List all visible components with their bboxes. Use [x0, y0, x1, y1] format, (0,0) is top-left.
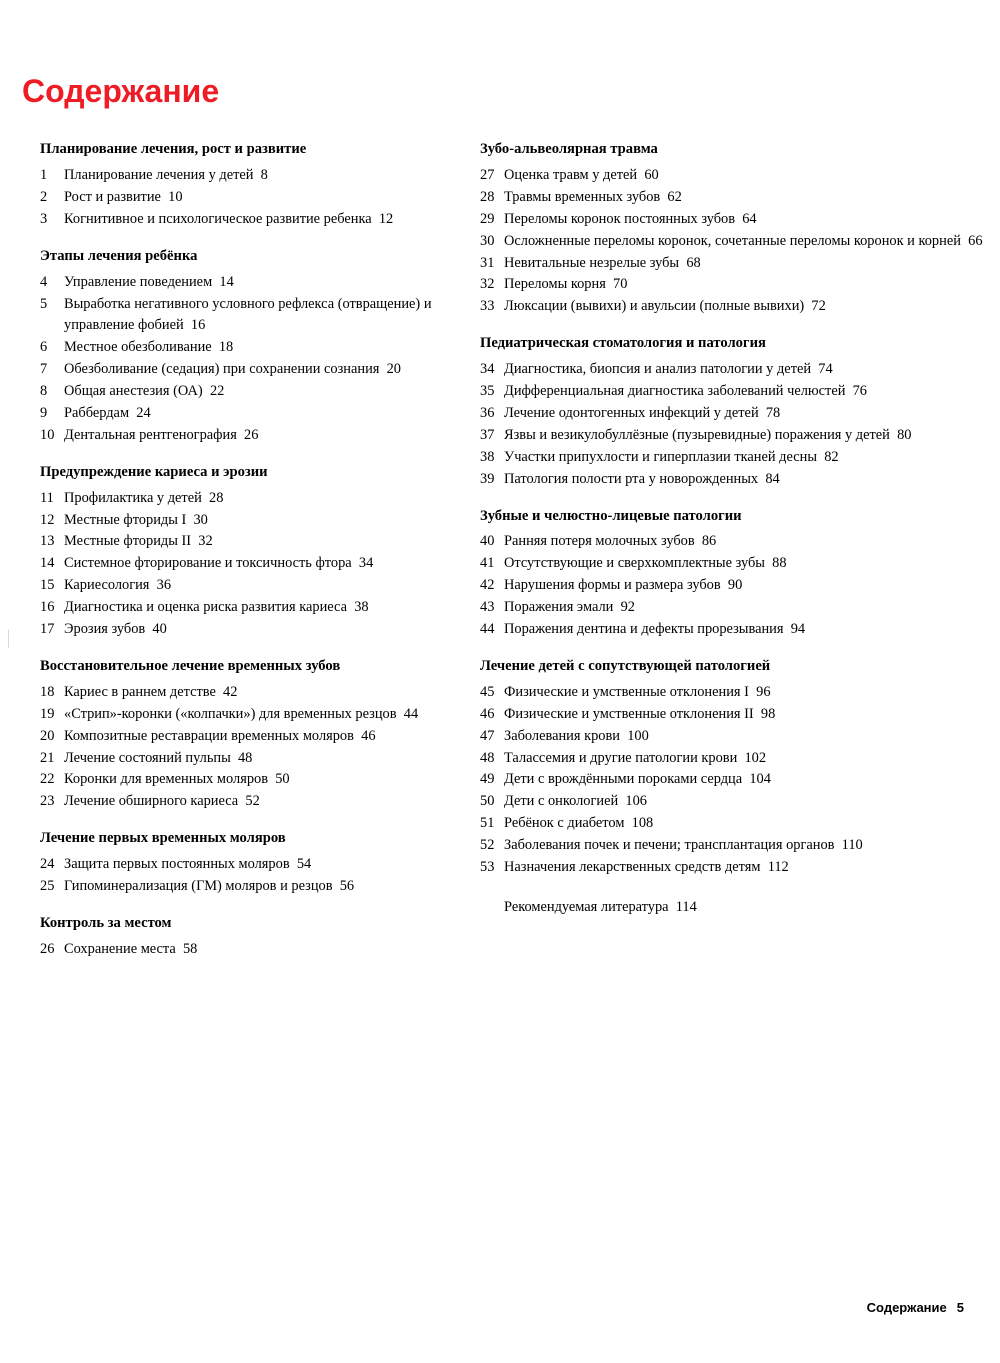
toc-entry[interactable]	[480, 274, 1000, 296]
toc-entry-text-wrap	[504, 231, 1000, 253]
toc-entry-text-wrap	[504, 381, 1000, 403]
toc-entry-text-wrap	[504, 726, 1000, 748]
toc-entry-title: Рост и развитие	[64, 188, 161, 205]
toc-entry-title: Ранняя потеря молочных зубов	[504, 533, 695, 550]
toc-entry-title: Когнитивное и психологическое развитие ребенка	[64, 210, 372, 227]
toc-entry-text-wrap	[64, 425, 480, 447]
toc-entry[interactable]	[480, 575, 1000, 597]
toc-entry[interactable]	[40, 726, 480, 748]
toc-column-right	[480, 140, 1000, 919]
toc-entry-page: 8	[260, 166, 268, 183]
toc-entry-page: 12	[378, 210, 394, 227]
toc-entry-number: 6	[40, 339, 48, 356]
toc-entry-page: 112	[767, 859, 789, 876]
toc-entry[interactable]	[480, 469, 1000, 491]
toc-entry-title: Заболевания почек и печени; трансплантация органов	[504, 837, 835, 854]
toc-entry-text-wrap	[504, 791, 1000, 813]
toc-entry-title: Сохранение места	[64, 940, 176, 957]
toc-entry[interactable]	[480, 813, 1000, 835]
further-reading-label: Рекомендуемая литература	[504, 898, 669, 915]
toc-entry[interactable]	[480, 425, 1000, 447]
toc-entry-title: Дифференциальная диагностика заболеваний челюстей	[504, 383, 846, 400]
toc-entry-text-wrap	[504, 187, 1000, 209]
toc-section	[40, 140, 480, 231]
toc-entry-title: Системное фторирование и токсичность фтора	[64, 555, 352, 572]
toc-entry-text-wrap	[64, 876, 480, 898]
toc-entry-number: 17	[40, 621, 55, 638]
toc-entry-number: 34	[480, 361, 495, 378]
toc-entry[interactable]	[480, 447, 1000, 469]
toc-section	[40, 463, 480, 641]
toc-entry-page: 64	[742, 210, 757, 227]
toc-entry-text-wrap	[64, 553, 480, 575]
toc-entry-title: Местные фториды I	[64, 511, 187, 528]
toc-entry-page: 62	[667, 188, 682, 205]
toc-entry-number: 24	[40, 856, 55, 873]
toc-entry-number: 33	[480, 298, 495, 315]
toc-entry-number: 13	[40, 533, 55, 550]
toc-entry-text-wrap	[64, 403, 480, 425]
toc-entry-text-wrap	[504, 425, 1000, 447]
toc-column-left	[0, 140, 480, 975]
toc-entry-page: 50	[275, 771, 290, 788]
toc-entry-number: 44	[480, 621, 495, 638]
toc-section	[40, 657, 480, 813]
toc-entry[interactable]	[40, 187, 480, 209]
toc-entry-title: Лечение обширного кариеса	[64, 793, 239, 810]
toc-section-heading: Восстановительное лечение временных зубов	[40, 657, 341, 674]
toc-entry-title: Обезболивание (седация) при сохранении сознания	[64, 361, 380, 378]
toc-entry-text-wrap	[64, 381, 480, 403]
toc-entry-number: 5	[40, 295, 48, 312]
toc-entry-page: 90	[727, 577, 743, 594]
toc-entry-text-wrap	[64, 187, 480, 209]
toc-entry-number: 42	[480, 577, 495, 594]
toc-entry-number: 27	[480, 166, 495, 183]
toc-entry-text-wrap	[64, 272, 480, 294]
toc-entry-page: 54	[296, 856, 312, 873]
toc-entry-title: «Стрип»-коронки («колпачки») для временных резцов	[64, 705, 397, 722]
toc-entry-title: Назначения лекарственных средств детям	[504, 859, 761, 876]
toc-entry[interactable]	[40, 619, 480, 641]
toc-entry[interactable]	[40, 272, 480, 294]
toc-entry-number: 18	[40, 683, 55, 700]
toc-entry-title: Люксации (вывихи) и авульсии (полные вывихи)	[504, 298, 805, 315]
toc-entry-page: 76	[852, 383, 867, 400]
toc-entry-number: 53	[480, 859, 495, 876]
toc-entry-title: Патология полости рта у новорожденных	[504, 470, 759, 487]
toc-entry-text-wrap	[64, 531, 480, 553]
toc-entry-page: 92	[620, 599, 635, 616]
toc-entry[interactable]	[480, 253, 1000, 275]
toc-entry[interactable]	[40, 209, 480, 231]
toc-entry-number: 21	[40, 749, 55, 766]
toc-entry[interactable]	[480, 165, 1000, 187]
toc-entry-text-wrap	[504, 296, 1000, 318]
toc-entry-title: Поражения эмали	[504, 599, 614, 616]
toc-entry[interactable]	[40, 876, 480, 898]
toc-entry-number: 38	[480, 448, 495, 465]
toc-entry-page: 84	[765, 470, 780, 487]
toc-entry-number: 41	[480, 555, 495, 572]
toc-entry-page: 78	[765, 404, 781, 421]
toc-entry-page: 52	[245, 793, 260, 810]
toc-entry-title: Местное обезболивание	[64, 339, 212, 356]
toc-entry-page: 42	[223, 683, 238, 700]
toc-entry-text-wrap	[504, 553, 1000, 575]
toc-entry-page: 38	[354, 599, 369, 616]
toc-section	[480, 334, 1000, 490]
toc-section	[40, 247, 480, 447]
toc-entry-title: Язвы и везикулобуллёзные (пузыревидные) поражения у детей	[504, 426, 890, 443]
toc-entry[interactable]	[40, 294, 480, 338]
toc-entry-number: 15	[40, 577, 55, 594]
toc-entry-number: 7	[40, 361, 48, 378]
toc-entry-page: 28	[209, 489, 224, 506]
toc-entry-text-wrap	[64, 597, 480, 619]
toc-entry[interactable]	[40, 704, 480, 726]
toc-entry-title: Физические и умственные отклонения II	[504, 705, 754, 722]
toc-entry-page: 48	[237, 749, 253, 766]
further-reading-page: 114	[675, 898, 697, 915]
toc-entry-number: 4	[40, 273, 48, 290]
toc-entry[interactable]	[480, 403, 1000, 425]
toc-entry-number: 9	[40, 404, 48, 421]
page-footer	[867, 1300, 964, 1315]
toc-entry-page: 70	[613, 276, 628, 293]
toc-entry-page: 82	[824, 448, 839, 465]
toc-entry-page: 96	[756, 683, 771, 700]
toc-entry-title: Травмы временных зубов	[504, 188, 661, 205]
toc-entry-title: Участки припухлости и гиперплазии тканей десны	[504, 448, 817, 465]
toc-entry-title: Композитные реставрации временных моляров	[64, 727, 354, 744]
toc-entry-text-wrap	[64, 294, 480, 338]
toc-entry-number: 22	[40, 771, 55, 788]
toc-entry[interactable]	[480, 682, 1000, 704]
toc-entry-text-wrap	[64, 575, 480, 597]
toc-entry-text-wrap	[64, 704, 480, 726]
toc-entry-page: 46	[361, 727, 376, 744]
toc-entry-page: 88	[772, 555, 787, 572]
toc-entry-page: 44	[403, 705, 419, 722]
toc-entry-title: Оценка травм у детей	[504, 166, 638, 183]
toc-entry-title: Профилактика у детей	[64, 489, 202, 506]
toc-entry-title: Нарушения формы и размера зубов	[504, 577, 721, 594]
toc-entry-text-wrap	[64, 359, 480, 381]
toc-entry-text-wrap	[64, 726, 480, 748]
toc-section	[40, 829, 480, 898]
toc-entry-text-wrap	[504, 769, 1000, 791]
toc-entry-page: 102	[744, 749, 767, 766]
toc-entry-title: Заболевания крови	[504, 727, 620, 744]
toc-entry-page: 18	[218, 339, 234, 356]
toc-entry-page: 74	[818, 361, 833, 378]
toc-entry-page: 80	[897, 426, 912, 443]
toc-entry-number: 2	[40, 188, 48, 205]
toc-entry-text-wrap	[64, 209, 480, 231]
toc-entry-number: 35	[480, 383, 495, 400]
toc-entry-text-wrap	[64, 682, 480, 704]
toc-entry-page: 26	[244, 426, 259, 443]
toc-entry-title: Управление поведением	[64, 273, 213, 290]
toc-entry-text-wrap	[504, 359, 1000, 381]
toc-entry-number: 12	[40, 511, 55, 528]
toc-section-heading: Зубные и челюстно-лицевые патологии	[480, 507, 742, 524]
toc-section	[480, 657, 1000, 879]
toc-entry-number: 8	[40, 383, 48, 400]
toc-entry[interactable]	[40, 359, 480, 381]
toc-entry-number: 30	[480, 232, 495, 249]
toc-entry[interactable]	[40, 381, 480, 403]
toc-entry-number: 23	[40, 793, 55, 810]
toc-entry[interactable]	[480, 835, 1000, 857]
toc-entry-text-wrap	[64, 854, 480, 876]
footer-label: Содержание	[866, 1300, 947, 1315]
toc-entry[interactable]	[40, 403, 480, 425]
toc-entry-number: 31	[480, 254, 495, 271]
toc-entry-page: 32	[198, 533, 213, 550]
toc-entry[interactable]	[480, 531, 1000, 553]
toc-section-heading: Предупреждение кариеса и эрозии	[40, 463, 268, 480]
toc-entry[interactable]	[40, 682, 480, 704]
toc-entry[interactable]	[40, 165, 480, 187]
toc-entry[interactable]	[480, 726, 1000, 748]
toc-entry-page: 86	[701, 533, 717, 550]
toc-section-heading: Этапы лечения ребёнка	[40, 247, 198, 264]
toc-columns	[0, 140, 1000, 975]
page-title: Содержание	[22, 73, 220, 110]
toc-entry[interactable]	[480, 748, 1000, 770]
toc-entry-page: 36	[156, 577, 172, 594]
toc-entry-text-wrap	[504, 704, 1000, 726]
toc-entry-number: 14	[40, 555, 55, 572]
toc-section	[40, 914, 480, 961]
toc-entry-page: 34	[358, 555, 374, 572]
toc-entry-page: 72	[811, 298, 826, 315]
toc-entry-title: Выработка негативного условного рефлекса (отвращение) и управление фобией	[64, 295, 432, 334]
toc-entry-number: 51	[480, 815, 495, 832]
toc-entry-title: Кариес в раннем детстве	[64, 683, 216, 700]
toc-entry-title: Отсутствующие и сверхкомплектные зубы	[504, 555, 765, 572]
toc-entry-title: Лечение состояний пульпы	[64, 749, 231, 766]
toc-entry-number: 46	[480, 705, 495, 722]
toc-entry-text-wrap	[504, 835, 1000, 857]
toc-entry[interactable]	[480, 857, 1000, 879]
toc-entry-title: Дети с врождёнными пороками сердца	[504, 771, 743, 788]
toc-entry-page: 94	[790, 621, 806, 638]
toc-entry-text-wrap	[64, 619, 480, 641]
toc-entry-number: 11	[40, 489, 54, 506]
toc-entry-page: 58	[182, 940, 198, 957]
toc-entry[interactable]	[480, 791, 1000, 813]
toc-entry[interactable]	[480, 381, 1000, 403]
toc-entry-number: 3	[40, 210, 48, 227]
toc-entry[interactable]	[40, 939, 480, 961]
toc-section	[480, 507, 1000, 641]
toc-entry[interactable]	[40, 854, 480, 876]
toc-entry-number: 10	[40, 426, 55, 443]
toc-entry-page: 40	[152, 621, 167, 638]
toc-entry[interactable]	[480, 359, 1000, 381]
toc-entry[interactable]	[480, 704, 1000, 726]
toc-entry-title: Лечение одонтогенных инфекций у детей	[504, 404, 759, 421]
toc-entry-title: Физические и умственные отклонения I	[504, 683, 749, 700]
toc-entry-number: 37	[480, 426, 495, 443]
toc-entry-title: Общая анестезия (ОА)	[64, 383, 203, 400]
toc-entry-title: Эрозия зубов	[64, 621, 146, 638]
toc-entry[interactable]	[40, 488, 480, 510]
toc-entry-text-wrap	[504, 597, 1000, 619]
toc-entry[interactable]	[40, 425, 480, 447]
toc-entry-page: 108	[631, 815, 654, 832]
toc-entry[interactable]	[40, 575, 480, 597]
toc-entry[interactable]	[480, 187, 1000, 209]
toc-entry-text-wrap	[504, 447, 1000, 469]
toc-entry-text-wrap	[504, 531, 1000, 553]
toc-entry[interactable]	[40, 531, 480, 553]
toc-section-heading: Лечение первых временных моляров	[40, 830, 286, 847]
toc-entry[interactable]	[480, 296, 1000, 318]
toc-entry-page: 10	[168, 188, 183, 205]
footer-page-number: 5	[956, 1300, 964, 1315]
toc-entry[interactable]	[40, 748, 480, 770]
toc-entry-text-wrap	[504, 165, 1000, 187]
toc-entry-page: 98	[760, 705, 776, 722]
toc-entry-text-wrap	[504, 469, 1000, 491]
toc-entry-page: 56	[339, 878, 355, 895]
toc-entry-number: 50	[480, 793, 495, 810]
toc-entry-page: 16	[190, 317, 206, 334]
toc-entry-title: Диагностика, биопсия и анализ патологии у детей	[504, 361, 812, 378]
toc-entry-text-wrap	[504, 209, 1000, 231]
toc-entry[interactable]	[40, 510, 480, 532]
toc-entry-text-wrap	[64, 510, 480, 532]
toc-entry-text-wrap	[504, 575, 1000, 597]
toc-entry-title: Местные фториды II	[64, 533, 192, 550]
toc-entry-title: Переломы корня	[504, 276, 606, 293]
toc-entry-title: Кариесология	[64, 577, 150, 594]
toc-entry[interactable]	[480, 597, 1000, 619]
toc-entry-page: 68	[686, 254, 701, 271]
toc-entry-page: 104	[749, 771, 771, 788]
toc-entry-text-wrap	[504, 403, 1000, 425]
toc-entry-text-wrap	[64, 769, 480, 791]
toc-entry[interactable]	[40, 597, 480, 619]
toc-entry-page: 24	[136, 404, 151, 421]
toc-entry-text-wrap	[64, 748, 480, 770]
toc-entry-text-wrap	[64, 939, 480, 961]
toc-entry[interactable]	[480, 231, 1000, 253]
toc-entry[interactable]	[40, 337, 480, 359]
toc-entry-number: 20	[40, 727, 55, 744]
toc-entry-text-wrap	[504, 857, 1000, 879]
toc-entry[interactable]	[40, 769, 480, 791]
toc-section-heading: Лечение детей с сопутствующей патологией	[480, 657, 771, 674]
toc-entry-number: 25	[40, 878, 55, 895]
toc-entry-number: 39	[480, 470, 495, 487]
toc-entry-title: Дети с онкологией	[504, 793, 619, 810]
toc-entry-text-wrap	[504, 253, 1000, 275]
further-reading-entry[interactable]	[480, 897, 1000, 919]
toc-entry-title: Диагностика и оценка риска развития кариеса	[64, 599, 348, 616]
toc-section-heading: Зубо-альвеолярная травма	[480, 141, 658, 157]
toc-entry[interactable]	[480, 209, 1000, 231]
toc-entry-text-wrap	[504, 813, 1000, 835]
toc-entry-page: 14	[219, 273, 234, 290]
toc-entry-number: 16	[40, 599, 55, 616]
toc-entry-title: Дентальная рентгенография	[64, 426, 237, 443]
toc-entry-page: 66	[968, 232, 983, 249]
toc-entry-number: 52	[480, 837, 495, 854]
toc-entry-title: Невитальные незрелые зубы	[504, 254, 680, 271]
toc-entry-number: 32	[480, 276, 495, 293]
toc-entry[interactable]	[480, 553, 1000, 575]
toc-entry-number: 43	[480, 599, 495, 616]
toc-entry-text-wrap	[64, 488, 480, 510]
toc-entry[interactable]	[480, 619, 1000, 641]
toc-entry-number: 1	[40, 166, 48, 183]
toc-entry-number: 36	[480, 404, 495, 421]
toc-section-heading: Педиатрическая стоматология и патология	[480, 335, 766, 352]
toc-entry-page: 60	[644, 166, 659, 183]
toc-entry-number: 48	[480, 749, 495, 766]
toc-entry-page: 106	[625, 793, 647, 810]
toc-entry-text-wrap	[504, 274, 1000, 296]
toc-entry[interactable]	[40, 791, 480, 813]
toc-entry-title: Гипоминерализация (ГМ) моляров и резцов	[64, 878, 333, 895]
toc-entry-text-wrap	[504, 748, 1000, 770]
toc-entry-title: Коронки для временных моляров	[64, 771, 269, 788]
toc-section-heading: Контроль за местом	[40, 915, 172, 931]
toc-entry-page: 30	[193, 511, 208, 528]
toc-entry-number: 45	[480, 683, 495, 700]
toc-entry-page: 20	[386, 361, 401, 378]
toc-entry-text-wrap	[64, 165, 480, 187]
toc-entry-number: 29	[480, 210, 495, 227]
toc-entry-title: Осложненные переломы коронок, сочетанные переломы коронок и корней	[504, 232, 961, 249]
toc-entry-page: 110	[841, 837, 863, 854]
toc-entry-number: 49	[480, 771, 495, 788]
toc-section	[480, 140, 1000, 318]
toc-entry-number: 28	[480, 188, 495, 205]
toc-section-heading: Планирование лечения, рост и развитие	[40, 141, 307, 157]
toc-entry-text-wrap	[64, 791, 480, 813]
toc-entry-title: Поражения дентина и дефекты прорезывания	[504, 621, 784, 638]
toc-entry-title: Защита первых постоянных моляров	[64, 856, 290, 873]
toc-entry-title: Ребёнок с диабетом	[504, 815, 625, 832]
toc-entry-page: 22	[209, 383, 225, 400]
toc-entry-text-wrap	[504, 682, 1000, 704]
toc-entry-number: 26	[40, 940, 55, 957]
toc-entry-title: Раббердам	[64, 404, 130, 421]
toc-entry-number: 47	[480, 727, 495, 744]
toc-entry-title: Переломы коронок постоянных зубов	[504, 210, 736, 227]
toc-entry-number: 19	[40, 705, 55, 722]
toc-entry[interactable]	[480, 769, 1000, 791]
toc-entry-title: Планирование лечения у детей	[64, 166, 254, 183]
toc-entry-text-wrap	[64, 337, 480, 359]
toc-entry-text-wrap	[504, 619, 1000, 641]
toc-entry-title: Талассемия и другие патологии крови	[504, 749, 738, 766]
toc-entry-number: 40	[480, 533, 495, 550]
toc-entry[interactable]	[40, 553, 480, 575]
toc-entry-page: 100	[627, 727, 649, 744]
